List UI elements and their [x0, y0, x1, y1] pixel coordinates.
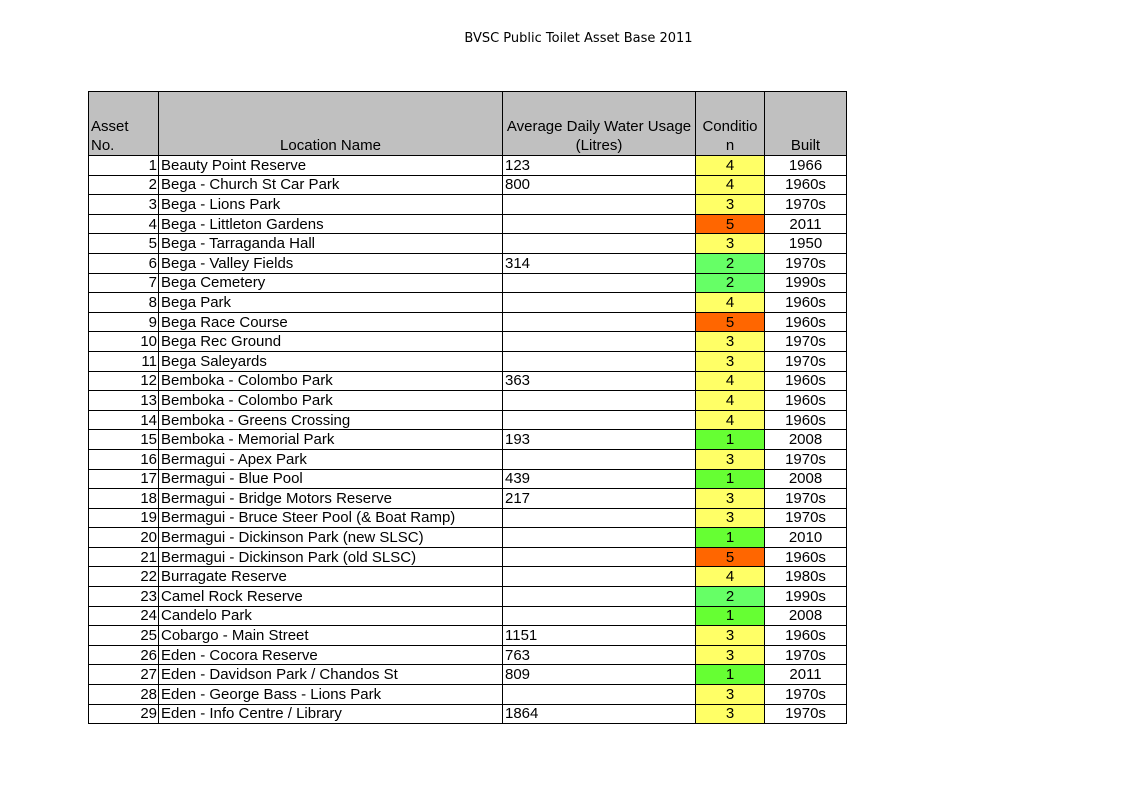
water-usage-cell — [503, 312, 696, 332]
built-cell: 1950 — [765, 234, 847, 254]
table-row — [89, 528, 847, 548]
asset-no-cell: 6 — [89, 253, 159, 273]
built-cell: 1960s — [765, 410, 847, 430]
table-row — [89, 469, 847, 489]
built-cell: 1970s — [765, 351, 847, 371]
table-row — [89, 332, 847, 352]
asset-no-cell: 22 — [89, 567, 159, 587]
built-cell: 1970s — [765, 489, 847, 509]
condition-cell: 3 — [696, 332, 765, 352]
water-usage-cell: 809 — [503, 665, 696, 685]
table-row — [89, 351, 847, 371]
built-cell: 1970s — [765, 332, 847, 352]
condition-cell: 3 — [696, 449, 765, 469]
location-cell: Bermagui - Bridge Motors Reserve — [159, 489, 503, 509]
water-usage-cell: 217 — [503, 489, 696, 509]
condition-cell: 3 — [696, 195, 765, 215]
built-cell: 1970s — [765, 195, 847, 215]
condition-cell: 3 — [696, 351, 765, 371]
location-cell: Bemboka - Greens Crossing — [159, 410, 503, 430]
asset-no-cell: 9 — [89, 312, 159, 332]
built-cell: 2008 — [765, 606, 847, 626]
asset-no-cell: 21 — [89, 547, 159, 567]
location-cell: Bermagui - Apex Park — [159, 449, 503, 469]
asset-no-cell: 15 — [89, 430, 159, 450]
built-cell: 1960s — [765, 175, 847, 195]
condition-cell: 4 — [696, 371, 765, 391]
water-usage-cell — [503, 195, 696, 215]
water-usage-cell — [503, 293, 696, 313]
table-row — [89, 567, 847, 587]
condition-cell: 1 — [696, 606, 765, 626]
asset-no-cell: 24 — [89, 606, 159, 626]
asset-no-cell: 1 — [89, 156, 159, 176]
table-row — [89, 293, 847, 313]
built-cell: 1960s — [765, 626, 847, 646]
asset-no-cell: 3 — [89, 195, 159, 215]
condition-cell: 3 — [696, 704, 765, 724]
asset-no-cell: 2 — [89, 175, 159, 195]
condition-cell: 5 — [696, 312, 765, 332]
location-cell: Bega Rec Ground — [159, 332, 503, 352]
location-cell: Bemboka - Memorial Park — [159, 430, 503, 450]
location-cell: Bega - Lions Park — [159, 195, 503, 215]
location-cell: Bega - Tarraganda Hall — [159, 234, 503, 254]
built-cell: 1990s — [765, 273, 847, 293]
table-row — [89, 430, 847, 450]
location-cell: Bermagui - Bruce Steer Pool (& Boat Ramp) — [159, 508, 503, 528]
table-row — [89, 449, 847, 469]
water-usage-cell — [503, 547, 696, 567]
asset-no-cell: 26 — [89, 645, 159, 665]
asset-no-cell: 27 — [89, 665, 159, 685]
condition-cell: 3 — [696, 234, 765, 254]
water-usage-cell — [503, 508, 696, 528]
location-cell: Bega - Valley Fields — [159, 253, 503, 273]
water-usage-cell — [503, 567, 696, 587]
table-row — [89, 253, 847, 273]
table-row — [89, 391, 847, 411]
location-cell: Bega - Church St Car Park — [159, 175, 503, 195]
water-usage-cell: 363 — [503, 371, 696, 391]
built-cell: 1970s — [765, 645, 847, 665]
location-cell: Eden - Cocora Reserve — [159, 645, 503, 665]
built-cell: 1960s — [765, 293, 847, 313]
water-usage-cell — [503, 273, 696, 293]
location-cell: Bemboka - Colombo Park — [159, 371, 503, 391]
condition-cell: 3 — [696, 489, 765, 509]
asset-no-cell: 10 — [89, 332, 159, 352]
water-usage-cell — [503, 587, 696, 607]
condition-cell: 3 — [696, 645, 765, 665]
built-cell: 1970s — [765, 685, 847, 705]
water-usage-cell: 123 — [503, 156, 696, 176]
condition-cell: 2 — [696, 273, 765, 293]
asset-no-cell: 28 — [89, 685, 159, 705]
water-usage-cell — [503, 685, 696, 705]
condition-cell: 4 — [696, 293, 765, 313]
condition-cell: 5 — [696, 547, 765, 567]
built-cell: 1990s — [765, 587, 847, 607]
water-usage-cell — [503, 606, 696, 626]
built-cell: 2011 — [765, 665, 847, 685]
water-usage-cell — [503, 528, 696, 548]
asset-no-cell: 14 — [89, 410, 159, 430]
header-water-usage: Average Daily Water Usage (Litres) — [503, 92, 696, 156]
location-cell: Eden - Info Centre / Library — [159, 704, 503, 724]
water-usage-cell — [503, 332, 696, 352]
water-usage-cell: 439 — [503, 469, 696, 489]
table-row — [89, 606, 847, 626]
condition-cell: 4 — [696, 410, 765, 430]
table-row — [89, 489, 847, 509]
built-cell: 1970s — [765, 253, 847, 273]
asset-no-cell: 8 — [89, 293, 159, 313]
built-cell: 2008 — [765, 469, 847, 489]
asset-no-cell: 29 — [89, 704, 159, 724]
location-cell: Bemboka - Colombo Park — [159, 391, 503, 411]
location-cell: Bega Park — [159, 293, 503, 313]
condition-cell: 2 — [696, 587, 765, 607]
asset-no-cell: 16 — [89, 449, 159, 469]
condition-cell: 2 — [696, 253, 765, 273]
condition-cell: 3 — [696, 508, 765, 528]
page-title: BVSC Public Toilet Asset Base 2011 — [464, 31, 693, 46]
built-cell: 1970s — [765, 508, 847, 528]
asset-no-cell: 13 — [89, 391, 159, 411]
built-cell: 2010 — [765, 528, 847, 548]
water-usage-cell: 800 — [503, 175, 696, 195]
location-cell: Bega Cemetery — [159, 273, 503, 293]
condition-cell: 4 — [696, 156, 765, 176]
water-usage-cell: 763 — [503, 645, 696, 665]
condition-cell: 4 — [696, 391, 765, 411]
condition-cell: 5 — [696, 214, 765, 234]
condition-cell: 1 — [696, 528, 765, 548]
condition-cell: 3 — [696, 685, 765, 705]
table-row — [89, 273, 847, 293]
location-cell: Bega Race Course — [159, 312, 503, 332]
built-cell: 1960s — [765, 391, 847, 411]
asset-no-cell: 5 — [89, 234, 159, 254]
water-usage-cell: 1864 — [503, 704, 696, 724]
built-cell: 1960s — [765, 371, 847, 391]
table-row — [89, 704, 847, 724]
table-row — [89, 508, 847, 528]
built-cell: 1970s — [765, 449, 847, 469]
location-cell: Eden - George Bass - Lions Park — [159, 685, 503, 705]
water-usage-cell: 1151 — [503, 626, 696, 646]
table-row — [89, 214, 847, 234]
condition-cell: 3 — [696, 626, 765, 646]
header-built: Built — [765, 92, 847, 156]
built-cell: 1960s — [765, 312, 847, 332]
water-usage-cell — [503, 234, 696, 254]
condition-cell: 1 — [696, 430, 765, 450]
table-row — [89, 685, 847, 705]
water-usage-cell — [503, 351, 696, 371]
location-cell: Camel Rock Reserve — [159, 587, 503, 607]
table-row — [89, 371, 847, 391]
condition-cell: 4 — [696, 175, 765, 195]
condition-cell: 1 — [696, 469, 765, 489]
header-asset-no: Asset No. — [89, 92, 159, 156]
asset-no-cell: 12 — [89, 371, 159, 391]
water-usage-cell — [503, 410, 696, 430]
asset-no-cell: 23 — [89, 587, 159, 607]
asset-no-cell: 17 — [89, 469, 159, 489]
water-usage-cell — [503, 391, 696, 411]
asset-no-cell: 11 — [89, 351, 159, 371]
location-cell: Bermagui - Blue Pool — [159, 469, 503, 489]
condition-cell: 4 — [696, 567, 765, 587]
location-cell: Eden - Davidson Park / Chandos St — [159, 665, 503, 685]
table-row — [89, 645, 847, 665]
table-row — [89, 587, 847, 607]
asset-no-cell: 7 — [89, 273, 159, 293]
water-usage-cell: 314 — [503, 253, 696, 273]
location-cell: Beauty Point Reserve — [159, 156, 503, 176]
table-row — [89, 665, 847, 685]
location-cell: Burragate Reserve — [159, 567, 503, 587]
location-cell: Cobargo - Main Street — [159, 626, 503, 646]
built-cell: 1970s — [765, 704, 847, 724]
table-row — [89, 156, 847, 176]
table-header-row — [89, 92, 847, 156]
asset-no-cell: 20 — [89, 528, 159, 548]
asset-no-cell: 19 — [89, 508, 159, 528]
asset-table — [88, 91, 847, 724]
location-cell: Bermagui - Dickinson Park (old SLSC) — [159, 547, 503, 567]
water-usage-cell — [503, 214, 696, 234]
table-row — [89, 195, 847, 215]
built-cell: 2011 — [765, 214, 847, 234]
water-usage-cell — [503, 449, 696, 469]
asset-no-cell: 4 — [89, 214, 159, 234]
asset-no-cell: 25 — [89, 626, 159, 646]
table-row — [89, 175, 847, 195]
table-row — [89, 410, 847, 430]
built-cell: 1960s — [765, 547, 847, 567]
condition-cell: 1 — [696, 665, 765, 685]
location-cell: Bega - Littleton Gardens — [159, 214, 503, 234]
table-row — [89, 547, 847, 567]
table-row — [89, 626, 847, 646]
built-cell: 1980s — [765, 567, 847, 587]
header-location-name: Location Name — [159, 92, 503, 156]
table-row — [89, 312, 847, 332]
table-row — [89, 234, 847, 254]
asset-no-cell: 18 — [89, 489, 159, 509]
built-cell: 1966 — [765, 156, 847, 176]
water-usage-cell: 193 — [503, 430, 696, 450]
location-cell: Bermagui - Dickinson Park (new SLSC) — [159, 528, 503, 548]
location-cell: Candelo Park — [159, 606, 503, 626]
header-condition: Conditio n — [696, 92, 765, 156]
location-cell: Bega Saleyards — [159, 351, 503, 371]
built-cell: 2008 — [765, 430, 847, 450]
